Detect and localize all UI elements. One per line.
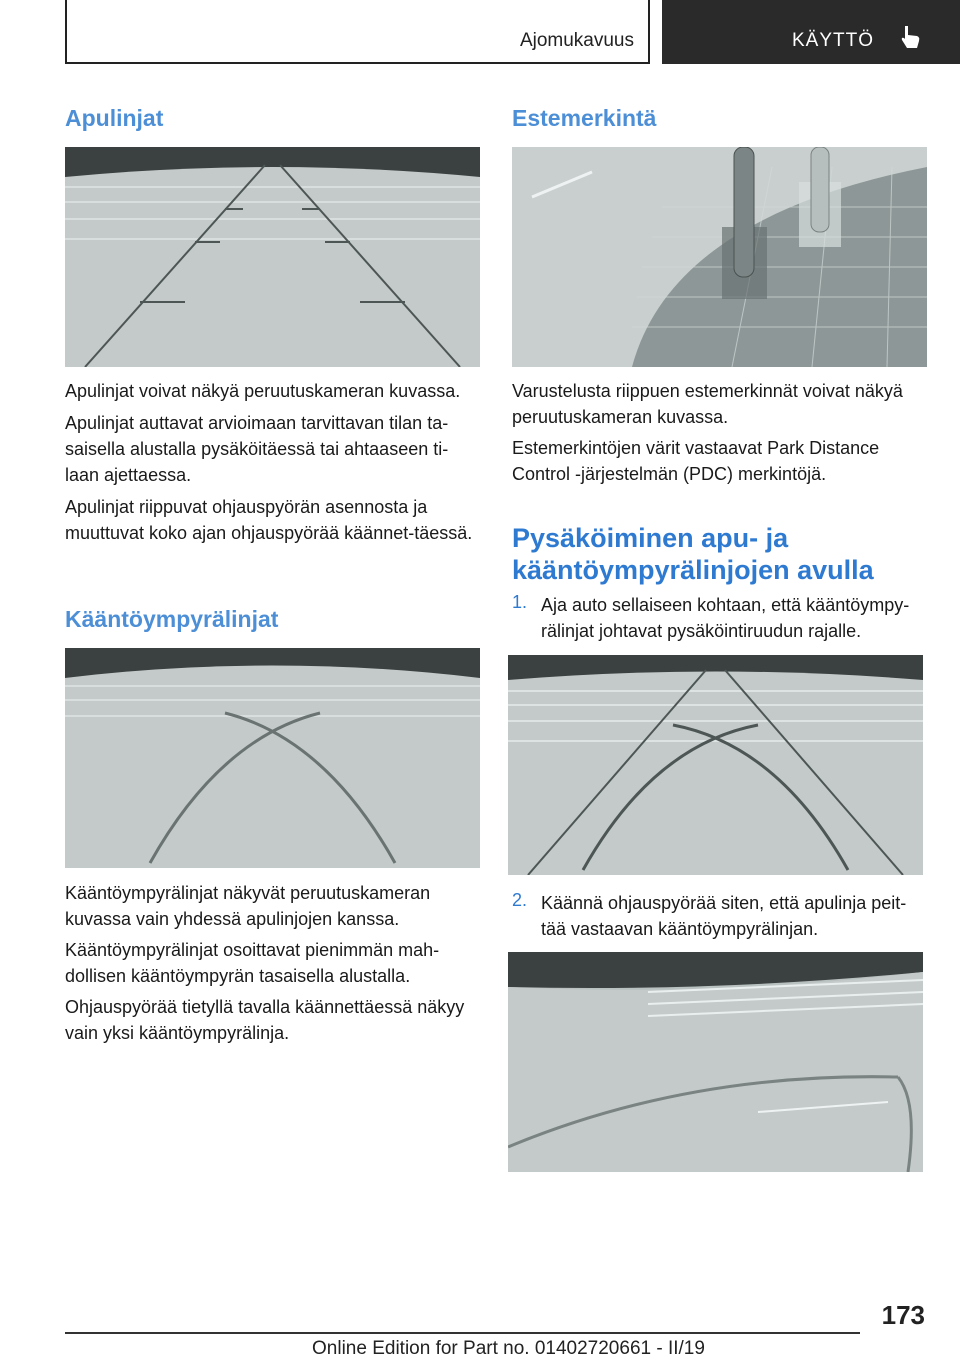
step-1-number: 1. [512, 592, 528, 612]
heading-pysakoiminen-line1: Pysäköiminen apu- ja [512, 523, 789, 553]
heading-apulinjat: Apulinjat [65, 105, 164, 131]
figure-step-1 [508, 655, 923, 875]
heading-pysakoiminen-line2: kääntöympyrälinjojen avulla [512, 555, 874, 585]
heading-pysakoiminen [512, 522, 874, 586]
apulinjat-paragraph-1: Apulinjat voivat näkyä peruutuskameran kuvassa. [65, 381, 461, 401]
page-number: 173 [881, 1300, 925, 1330]
header-chapter-box [662, 0, 960, 64]
estemerkinta-paragraph-1: Varustelusta riippuen estemerkinnät voivat näkyä peruutuskameran kuvassa. [512, 381, 903, 427]
header-section-title: Ajomukavuus [519, 30, 634, 51]
estemerkinta-paragraph-2: Estemerkintöjen värit vastaavat Park Distance Control ‑järjestelmän (PDC) merkintöjä. [512, 438, 880, 484]
step-2-number: 2. [512, 890, 528, 910]
figure-turning-circle-lines [65, 648, 480, 868]
header-chapter-title: KÄYTTÖ [792, 30, 875, 51]
heading-estemerkinta: Estemerkintä [512, 105, 657, 131]
pointing-hand-icon [898, 24, 924, 50]
apulinjat-paragraph-3: Apulinjat riippuvat ohjauspyörän asennosta ja muuttuvat koko ajan ohjauspyörää käännet‐täessä. [65, 497, 473, 543]
figure-step-2 [508, 952, 923, 1172]
heading-kaantoympyralinjat: Kääntöympyrälinjat [65, 606, 279, 632]
apulinjat-paragraph-2: Apulinjat auttavat arvioimaan tarvittavan tilan ta‐saisella alustalla pysäköitäessä tai ahtaaseen ti‐laan ajettaessa. [65, 413, 449, 485]
footer-edition: Online Edition for Part no. 01402720661 - II/19 [312, 1338, 705, 1359]
step-2-text: Käännä ohjauspyörää siten, että apulinja peit‐tää vastaavan kääntöympyrälinjan. [541, 893, 907, 939]
kaantoympyralinjat-paragraph-2: Kääntöympyrälinjat osoittavat pienimmän mah‐dollisen kääntöympyrän tasaisella alustalla. [65, 940, 440, 986]
footer-rule [65, 1332, 860, 1334]
figure-guide-lines [65, 147, 480, 367]
header-section-box [65, 0, 650, 64]
kaantoympyralinjat-paragraph-1: Kääntöympyrälinjat näkyvät peruutuskameran kuvassa vain yhdessä apulinjojen kanssa. [65, 883, 431, 929]
figure-obstacle-marking [512, 147, 927, 367]
kaantoympyralinjat-paragraph-3: Ohjauspyörää tietyllä tavalla käännettäessä näkyy vain yksi kääntöympyrälinja. [65, 997, 465, 1043]
step-1-text: Aja auto sellaiseen kohtaan, että kääntöympy‐rälinjat johtavat pysäköintiruudun rajalle. [541, 595, 910, 641]
